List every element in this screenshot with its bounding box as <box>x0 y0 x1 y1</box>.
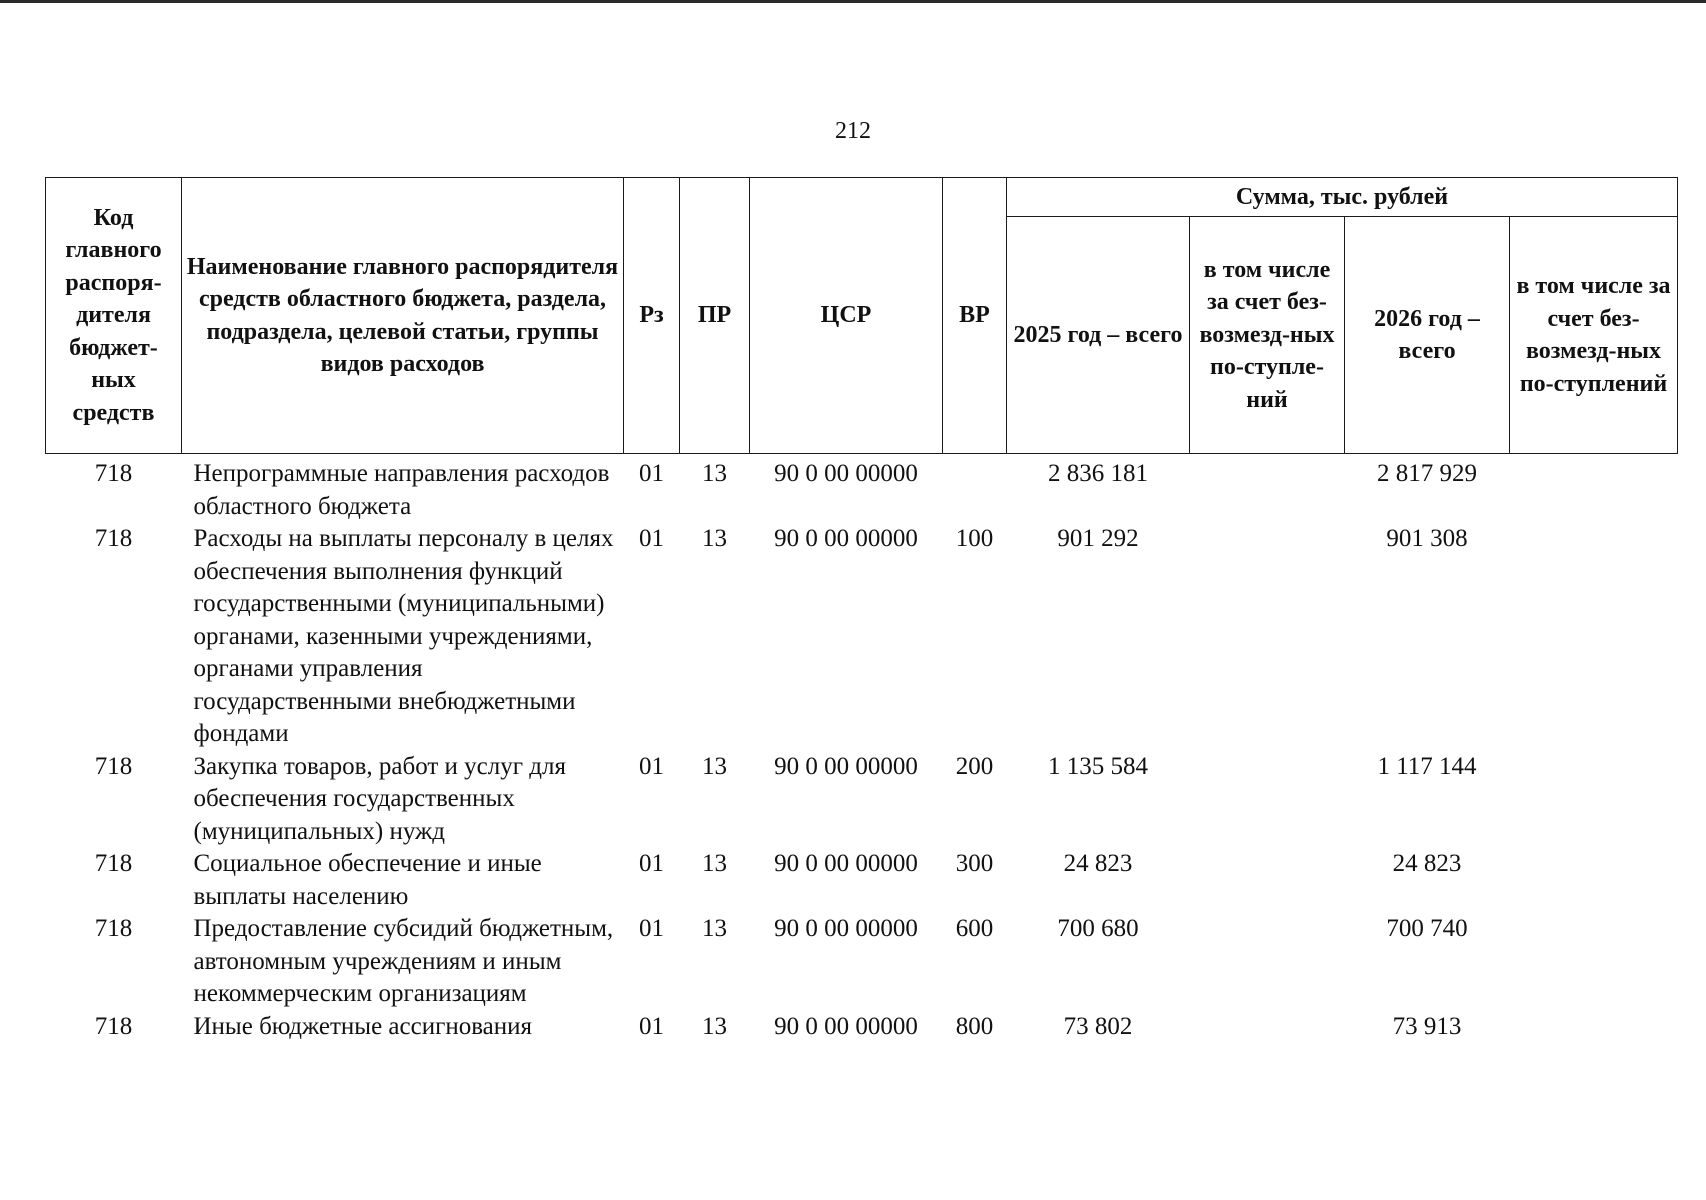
cell-2026-gratuitous <box>1510 1011 1678 1044</box>
cell-2025-gratuitous <box>1190 1011 1345 1044</box>
cell-2026-gratuitous <box>1510 454 1678 524</box>
cell-2025-total: 73 802 <box>1063 1012 1133 1040</box>
cell-2026-gratuitous <box>1510 848 1678 913</box>
cell-name: Предоставление субсидий бюджетным, автономным учреждениям и иным некоммерческим организациям <box>193 915 614 1007</box>
cell-2025-total: 1 135 584 <box>1048 752 1148 780</box>
header-2025-total: 2025 год – всего <box>1007 217 1190 454</box>
cell-csr: 90 0 00 00000 <box>774 460 918 487</box>
cell-2025-gratuitous <box>1190 913 1345 1011</box>
cell-code: 718 <box>94 850 133 877</box>
header-csr: ЦСР <box>750 178 943 454</box>
cell-pr: 13 <box>702 1012 727 1040</box>
header-2025-gratuitous: в том числе за счет без-возмезд-ных по-ступле-ний <box>1190 217 1345 454</box>
cell-2025-gratuitous <box>1190 523 1345 751</box>
cell-2026-total: 1 117 144 <box>1377 752 1477 780</box>
cell-pr: 13 <box>702 460 727 487</box>
cell-pr: 13 <box>702 525 727 552</box>
cell-code: 718 <box>94 915 133 942</box>
cell-vr: 600 <box>955 915 994 942</box>
cell-2026-total: 24 823 <box>1392 850 1462 877</box>
cell-name: Непрограммные направления расходов областного бюджета <box>193 460 610 520</box>
table-row <box>46 523 1678 751</box>
header-name: Наименование главного распорядителя средств областного бюджета, раздела, подраздела, целевой статьи, группы видов расходов <box>182 178 624 454</box>
cell-csr: 90 0 00 00000 <box>774 752 918 780</box>
header-vr: ВР <box>943 178 1007 454</box>
cell-2026-total: 73 913 <box>1392 1012 1462 1040</box>
cell-2025-gratuitous <box>1190 751 1345 849</box>
cell-pr: 13 <box>702 752 727 780</box>
cell-2026-gratuitous <box>1510 913 1678 1011</box>
cell-2025-total: 2 836 181 <box>1048 460 1148 487</box>
cell-name: Расходы на выплаты персоналу в целях обеспечения выполнения функций государственными (муниципальными) органами, казенными учреждениями, органами управления государственными внебюджетными фондами <box>193 525 614 747</box>
cell-2025-total: 24 823 <box>1063 850 1133 877</box>
cell-vr: 200 <box>955 752 994 780</box>
table-row <box>46 751 1678 849</box>
table-row <box>46 454 1678 524</box>
table-row <box>46 848 1678 913</box>
cell-csr: 90 0 00 00000 <box>774 915 918 942</box>
cell-pr: 13 <box>702 915 727 942</box>
budget-table <box>45 177 1678 1043</box>
cell-vr: 100 <box>955 525 994 552</box>
header-2026-total: 2026 год – всего <box>1345 217 1510 454</box>
page-number: 212 <box>835 118 871 144</box>
cell-rz: 01 <box>639 525 664 552</box>
cell-csr: 90 0 00 00000 <box>774 850 918 877</box>
cell-2026-total: 901 308 <box>1386 525 1468 552</box>
cell-name: Иные бюджетные ассигнования <box>193 1012 533 1040</box>
cell-csr: 90 0 00 00000 <box>774 525 918 552</box>
table-header <box>46 178 1678 454</box>
cell-code: 718 <box>94 1012 133 1040</box>
table-body <box>46 454 1678 1044</box>
cell-rz: 01 <box>639 1012 664 1040</box>
cell-code: 718 <box>94 460 133 487</box>
cell-vr: 300 <box>955 850 994 877</box>
cell-rz: 01 <box>639 850 664 877</box>
top-border-line <box>0 0 1706 3</box>
cell-vr: 800 <box>955 1012 994 1040</box>
header-2026-gratuitous: в том числе за счет без-возмезд-ных по-ступлений <box>1510 217 1678 454</box>
cell-2026-total: 2 817 929 <box>1377 460 1477 487</box>
cell-2026-total: 700 740 <box>1386 915 1468 942</box>
cell-2025-total: 700 680 <box>1057 915 1139 942</box>
header-code: Код главного распоря-дителя бюджет-ных средств <box>46 178 182 454</box>
cell-name: Закупка товаров, работ и услуг для обеспечения государственных (муниципальных) нужд <box>193 752 566 845</box>
cell-2026-gratuitous <box>1510 751 1678 849</box>
cell-name: Социальное обеспечение и иные выплаты населению <box>193 850 542 910</box>
cell-code: 718 <box>94 525 133 552</box>
cell-2025-gratuitous <box>1190 454 1345 524</box>
header-pr: ПР <box>680 178 750 454</box>
cell-rz: 01 <box>639 752 664 780</box>
cell-code: 718 <box>94 752 133 780</box>
header-sum-group: Сумма, тыс. рублей <box>1007 178 1678 217</box>
table-row <box>46 913 1678 1011</box>
cell-2026-gratuitous <box>1510 523 1678 751</box>
cell-2025-total: 901 292 <box>1057 525 1139 552</box>
cell-2025-gratuitous <box>1190 848 1345 913</box>
cell-vr <box>943 454 1007 524</box>
cell-rz: 01 <box>639 915 664 942</box>
cell-pr: 13 <box>702 850 727 877</box>
cell-rz: 01 <box>639 460 664 487</box>
table-row <box>46 1011 1678 1044</box>
cell-csr: 90 0 00 00000 <box>774 1012 918 1040</box>
header-rz: Рз <box>624 178 680 454</box>
